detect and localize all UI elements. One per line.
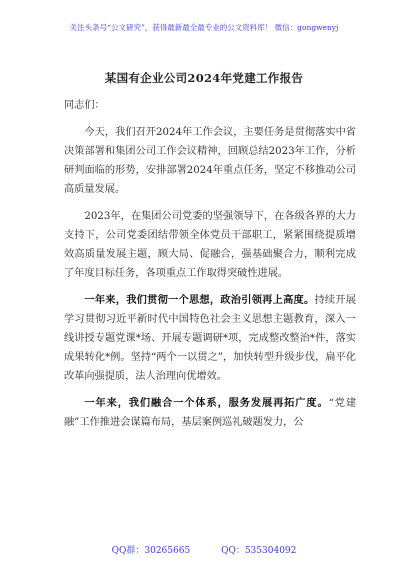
paragraph-intro: 今天，我们召开2024年工作会议，主要任务是贯彻落实中省决策部署和集团公司工作会议精神，回顾总结2023年工作，分析研判面临的形势，安排部署2024年重点任务，坚定不移推动公司高质量发展。 xyxy=(64,127,356,195)
section-2-lead: 一年来，我们融合一个体系，服务发展再拓广度。 xyxy=(84,397,329,409)
section-1-lead: 一年来，我们贯彻一个思想，政治引领再上高度。 xyxy=(84,294,315,306)
paragraph-summary: 2023年，在集团公司党委的坚强领导下，在各级各界的大力支持下，公司党委团结带领全体党员干部职工，紧紧围绕提质增效高质量发展主题，顾大局、促融合，强基础聚合力，顺利完成了年度目标任务，各项重点工作取得突破性进展。 xyxy=(64,211,356,279)
paragraph-section-1 xyxy=(64,291,356,386)
document-title: 某国有企业公司2024年党建工作报告 xyxy=(104,71,304,85)
footer-qq: QQ：535304092 xyxy=(221,546,297,556)
footer-contact xyxy=(0,543,408,556)
footer-qq-group: QQ群：30265665 xyxy=(111,546,191,556)
paragraph-section-2 xyxy=(64,394,356,432)
header-promo-note: 关注头条号“公文研究”，获得最新最全最专业的公文资料库！ 微信：gongwenyj xyxy=(69,23,339,32)
salutation: 同志们： xyxy=(64,100,105,111)
section-1-text: 持续开展学习贯彻习近平新时代中国特色社会主义思想主题教育，深入一线讲授专题党课*场、开展专题调研*项，完成整改整治*件，落实成果转化*例。坚持“两个一以贯之”，加快转型升级步伐，扁平化改革向强提质，法人治理向优增效。 xyxy=(64,295,357,382)
document-body xyxy=(64,96,356,440)
section-2-text: “党建融”工作推进会谋篇布局，基层案例巡礼破题发力，公 xyxy=(64,398,357,428)
